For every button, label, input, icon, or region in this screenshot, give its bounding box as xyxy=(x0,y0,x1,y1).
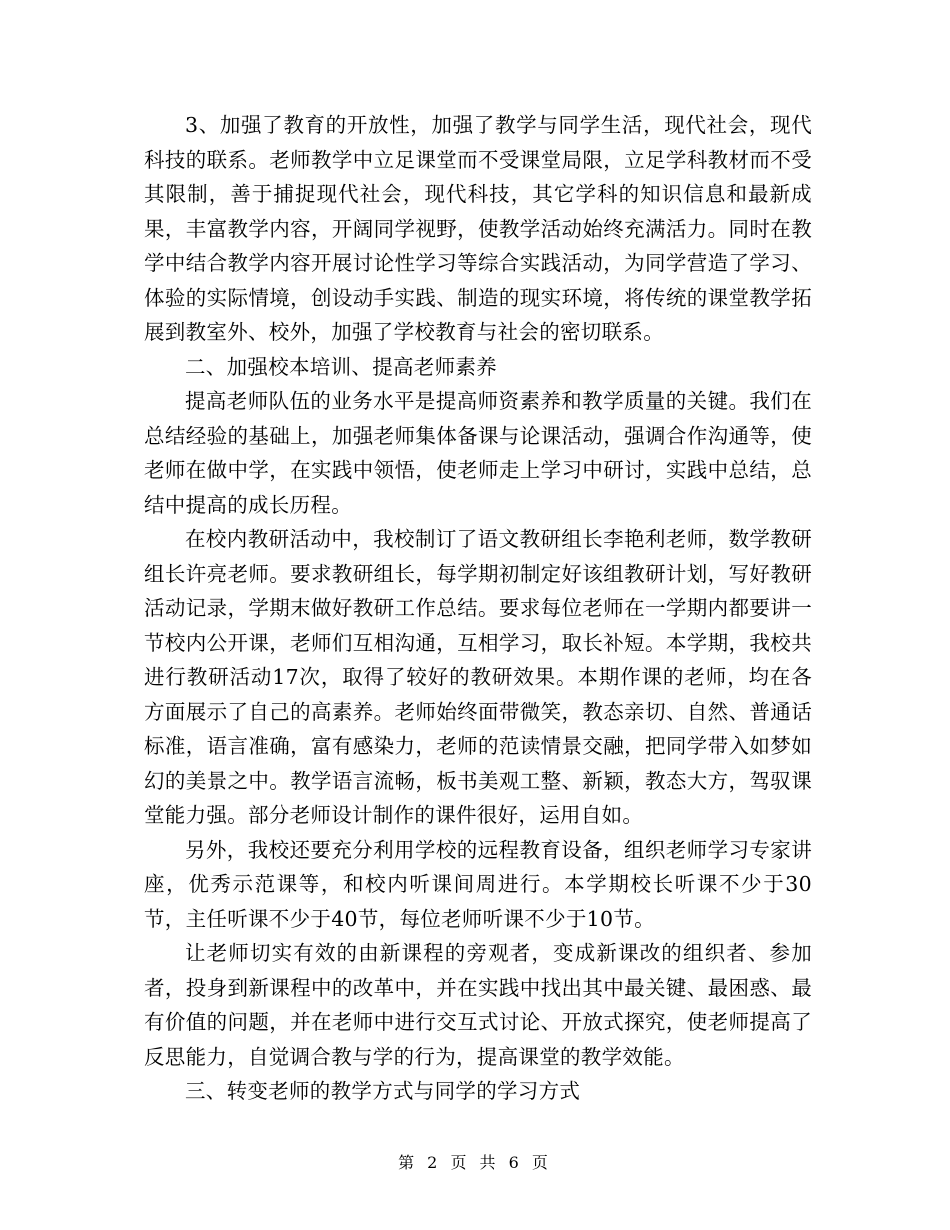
document-body xyxy=(144,108,812,1109)
section-heading-teaching-methods: 三、转变老师的教学方式与同学的学习方式 xyxy=(185,1079,581,1103)
paragraph-teaching-research: 在校内教研活动中，我校制订了语文教研组长李艳利老师，数学教研组长许亮老师。要求教研组长，每学期初制定好该组教研计划，写好教研活动记录，学期末做好教研工作总结。要求每位老师在一学期内都要讲一节校内公开课，老师们互相沟通，互相学习，取长补短。本学期，我校共进行教研活动17次，取得了较好的教研效果。本期作课的老师，均在各方面展示了自己的高素养。老师始终面带微笑，教态亲切、自然、普通话标准，语言准确，富有感染力，老师的范读情景交融，把同学带入如梦如幻的美景之中。教学语言流畅，板书美观工整、新颖，教态大方，驾驭课堂能力强。部分老师设计制作的课件很好，运用自如。 xyxy=(144,527,812,827)
section-heading-training: 二、加强校本培训、提高老师素养 xyxy=(185,354,497,379)
paragraph-remote-education: 另外，我校还要充分利用学校的远程教育设备，组织老师学习专家讲座，优秀示范课等，和校内听课间周进行。本学期校长听课不少于30节，主任听课不少于40节，每位老师听课不少于10节。 xyxy=(144,837,812,931)
paragraph-teacher-quality: 提高老师队伍的业务水平是提高师资素养和教学质量的关键。我们在总结经验的基础上，加强老师集体备课与论课活动，强调合作沟通等，使老师在做中学，在实践中领悟，使老师走上学习中研讨，实践中总结，总结中提高的成长历程。 xyxy=(144,389,812,517)
page-footer: 第 2 页 共 6 页 xyxy=(398,1153,552,1172)
paragraph-curriculum-reform: 让老师切实有效的由新课程的旁观者，变成新课改的组织者、参加者，投身到新课程中的改革中，并在实践中找出其中最关键、最困惑、最有价值的问题，并在老师中进行交互式讨论、开放式探究，使老师提高了反思能力，自觉调合教与学的行为，提高课堂的教学效能。 xyxy=(144,941,812,1069)
paragraph-openness: 3、加强了教育的开放性，加强了教学与同学生活，现代社会，现代科技的联系。老师教学中立足课堂而不受课堂局限，立足学科教材而不受其限制，善于捕捉现代社会，现代科技，其它学科的知识信息和最新成果，丰富教学内容，开阔同学视野，使教学活动始终充满活力。同时在教学中结合教学内容开展讨论性学习等综合实践活动，为同学营造了学习、体验的实际情境，创设动手实践、制造的现实环境，将传统的课堂教学拓展到教室外、校外，加强了学校教育与社会的密切联系。 xyxy=(144,113,812,344)
